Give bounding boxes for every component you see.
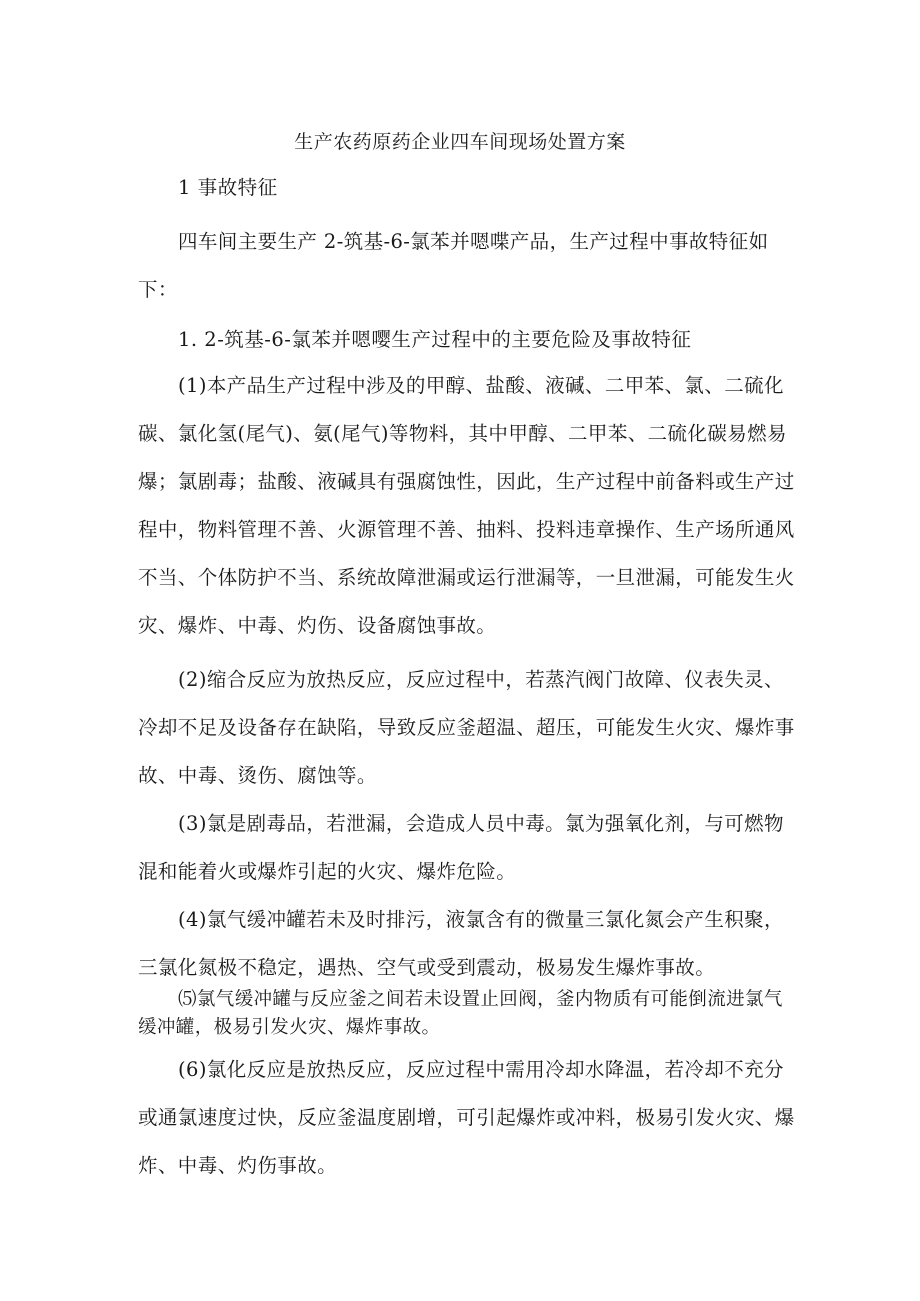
section-heading: 1 事故特征 <box>178 176 278 199</box>
item-paragraph-2: (2)缩合反应为放热反应，反应过程中，若蒸汽阀门故障、仪表失灵、冷却不足及设备存在缺陷，导致反应釜超温、超压，可能发生火灾、爆炸事故、中毒、烫伤、腐蚀等。 <box>138 668 795 787</box>
subsection-heading: 1. 2-筑基-6-氯苯并嗯嘤生产过程中的主要危险及事故特征 <box>178 328 692 351</box>
item-paragraph-4: (4)氯气缓冲罐若未及时排污，液氯含有的微量三氯化氮会产生积聚，三氯化氮极不稳定，遇热、空气或受到震动，极易发生爆炸事故。 <box>138 908 784 979</box>
item-paragraph-5: ⑸氯气缓冲罐与反应釜之间若未设置止回阀，釜内物质有可能倒流进氯气缓冲罐，极易引发火灾、爆炸事故。 <box>138 989 783 1038</box>
document-title: 生产农药原药企业四车间现场处置方案 <box>294 131 626 153</box>
item-paragraph-1: (1)本产品生产过程中涉及的甲醇、盐酸、液碱、二甲苯、氯、二硫化碳、氯化氢(尾气)、氨(尾气)等物料，其中甲醇、二甲苯、二硫化碳易燃易爆；氯剧毒；盐酸、液碱具有强腐蚀性，因此，生产过程中前备料或生产过程中，物料管理不善、火源管理不善、抽料、投料违章操作、生产场所通风不当、个体防护不当、系统故障泄漏或运行泄漏等，一旦泄漏，可能发生火灾、爆炸、中毒、灼伤、设备腐蚀事故。 <box>138 374 795 637</box>
item-paragraph-6: (6)氯化反应是放热反应，反应过程中需用冷却水降温，若冷却不充分或通氯速度过快，反应釜温度剧增，可引起爆炸或冲料，极易引发火灾、爆炸、中毒、灼伤事故。 <box>138 1058 795 1177</box>
item-paragraph-3: (3)氯是剧毒品，若泄漏，会造成人员中毒。氯为强氧化剂，与可燃物混和能着火或爆炸引起的火灾、爆炸危险。 <box>138 812 784 883</box>
intro-paragraph: 四车间主要生产 2-筑基-6-氯苯并嗯喋产品，生产过程中事故特征如下： <box>138 230 769 301</box>
